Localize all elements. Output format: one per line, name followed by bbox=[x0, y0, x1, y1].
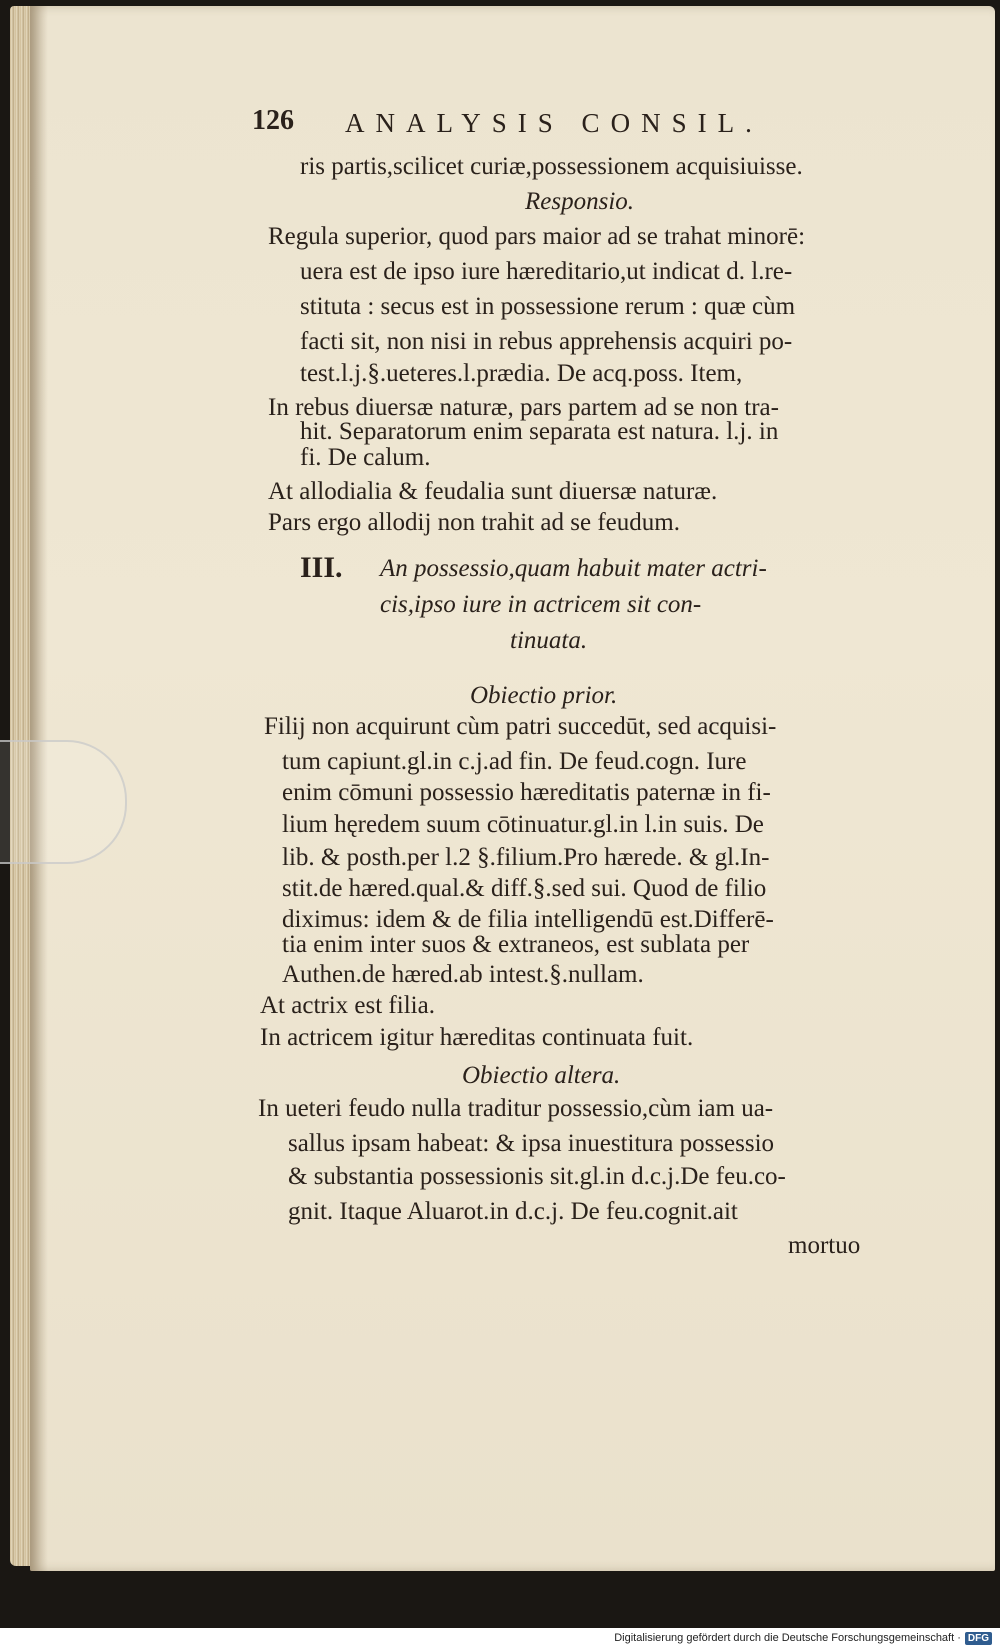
text-line: diximus: idem & de filia intelligendū est.Differē- bbox=[282, 906, 774, 933]
text-line: lib. & posth.per l.2 §.filium.Pro hærede. & gl.In- bbox=[282, 844, 770, 871]
section-number: III. bbox=[300, 551, 343, 584]
section-heading-line: An possessio,quam habuit mater actri- bbox=[380, 555, 767, 582]
text-line: hit. Separatorum enim separata est natura. l.j. in bbox=[300, 418, 779, 445]
obiectio-prior-heading: Obiectio prior. bbox=[470, 682, 618, 709]
obiectio-altera-heading: Obiectio altera. bbox=[462, 1062, 621, 1089]
text-line: Filij non acquirunt cùm patri succedūt, sed acquisi- bbox=[264, 713, 777, 740]
text-line: facti sit, non nisi in rebus apprehensis acquiri po- bbox=[300, 328, 793, 355]
text-line: ris partis,scilicet curiæ,possessionem acquisiuisse. bbox=[300, 153, 803, 180]
text-line: tia enim inter suos & extraneos, est sublata per bbox=[282, 931, 750, 958]
text-line: Authen.de hæred.ab intest.§.nullam. bbox=[282, 961, 644, 988]
text-line: Pars ergo allodij non trahit ad se feudum. bbox=[268, 509, 680, 536]
responsio-heading: Responsio. bbox=[525, 188, 635, 215]
text-line: & substantia possessionis sit.gl.in d.c.j.De feu.co- bbox=[288, 1163, 786, 1190]
text-line: tum capiunt.gl.in c.j.ad fin. De feud.cogn. Iure bbox=[282, 748, 747, 775]
running-head: ANALYSIS CONSIL. bbox=[345, 108, 763, 138]
section-heading-line: cis,ipso iure in actricem sit con- bbox=[380, 591, 702, 618]
text-line: stit.de hæred.qual.& diff.§.sed sui. Quod de filio bbox=[282, 875, 767, 902]
text-line: Regula superior, quod pars maior ad se trahat minorē: bbox=[268, 223, 806, 250]
text-line: At actrix est filia. bbox=[260, 992, 435, 1019]
footer-credit: Digitalisierung gefördert durch die Deutsche Forschungsgemeinschaft · bbox=[614, 1632, 961, 1644]
text-line: test.l.j.§.ueteres.l.prædia. De acq.poss. Item, bbox=[300, 360, 743, 387]
text-line: In rebus diuersæ naturæ, pars partem ad se non tra- bbox=[268, 394, 779, 421]
text-line: stituta : secus est in possessione rerum : quæ cùm bbox=[300, 293, 796, 320]
text-line: uera est de ipso iure hæreditario,ut indicat d. l.re- bbox=[300, 258, 793, 285]
text-line: In ueteri feudo nulla traditur possessio,cùm iam ua- bbox=[258, 1095, 774, 1122]
page-number: 126 bbox=[252, 105, 294, 136]
text-line: fi. De calum. bbox=[300, 444, 431, 471]
catchword: mortuo bbox=[788, 1232, 861, 1259]
section-heading-line: tinuata. bbox=[510, 627, 588, 654]
text-line: enim cōmuni possessio hæreditatis paternæ in fi- bbox=[282, 779, 771, 806]
footer-bar bbox=[0, 1628, 1000, 1648]
text-line: lium hęredem suum cōtinuatur.gl.in l.in suis. De bbox=[282, 811, 764, 838]
dfg-logo: DFG bbox=[965, 1632, 992, 1645]
text-line: In actricem igitur hæreditas continuata fuit. bbox=[260, 1024, 694, 1051]
text-line: At allodialia & feudalia sunt diuersæ naturæ. bbox=[268, 478, 718, 505]
text-line: gnit. Itaque Aluarot.in d.c.j. De feu.cognit.ait bbox=[288, 1198, 738, 1225]
page-clip bbox=[0, 740, 127, 864]
text-line: sallus ipsam habeat: & ipsa inuestitura possessio bbox=[288, 1130, 775, 1157]
